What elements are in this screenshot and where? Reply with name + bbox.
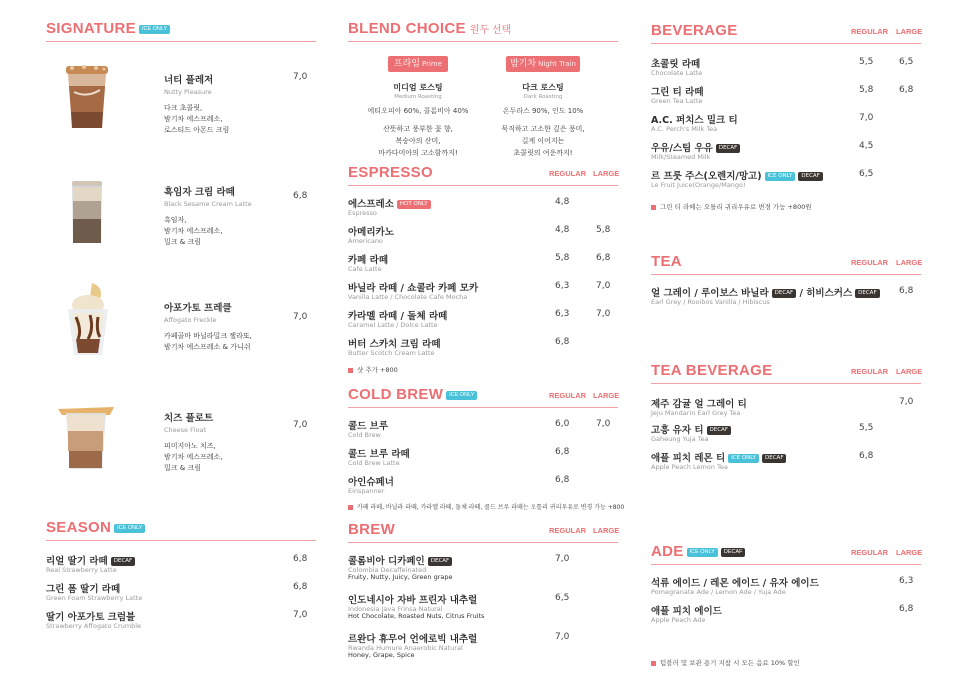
item-name-en: Pomegranate Ade / Lemon Ade / Yuja Ade <box>651 588 786 596</box>
ade-header <box>651 543 921 565</box>
menu-item <box>348 336 618 360</box>
decaf-badge: DECAF <box>772 289 796 298</box>
prime-blend-button[interactable]: 프라임 Prime <box>388 56 448 72</box>
beverage-title: BEVERAGE <box>651 22 738 39</box>
item-name-ko: A.C. 퍼치스 밀크 티 <box>651 115 738 126</box>
large-price: 5,8 <box>596 225 611 235</box>
menu-item <box>651 285 921 309</box>
item-name-ko: 버터 스카치 크림 라떼 <box>348 339 441 350</box>
brew-title: BREW <box>348 521 396 538</box>
menu-item <box>651 112 921 136</box>
large-price: 7,0 <box>596 309 611 319</box>
ade-note: 텀블러 및 보관 용기 지참 시 모든 음료 10% 할인 <box>651 658 800 667</box>
note-square-icon <box>651 661 656 666</box>
espresso-header <box>348 164 618 186</box>
item-name-ko: 애플 피치 레몬 티 ICE ONLY DECAF <box>651 450 786 464</box>
large-header: LARGE <box>593 526 620 535</box>
menu-item <box>348 418 618 442</box>
espresso-note: 샷 추가 +800 <box>348 365 398 374</box>
signature-item <box>46 400 316 500</box>
item-name-ko: 인도네시아 자바 프린자 내추럴 <box>348 595 478 606</box>
season-header <box>46 519 316 541</box>
large-header: LARGE <box>896 258 923 267</box>
large-price: 6,3 <box>899 576 914 586</box>
item-name-en: Chocolate Latte <box>651 69 703 77</box>
regular-price: 5,8 <box>859 85 874 95</box>
large-price: 6,8 <box>899 85 914 95</box>
item-name-en: Butter Scotch Cream Latte <box>348 349 435 357</box>
item-name-en: Gaheung Yuja Tea <box>651 435 709 443</box>
tea-header <box>651 253 921 275</box>
large-header: LARGE <box>896 367 923 376</box>
regular-price: 4,5 <box>859 141 874 151</box>
regular-price: 6,3 <box>555 281 570 291</box>
large-price: 7,0 <box>596 419 611 429</box>
season-section <box>46 519 316 639</box>
menu-item <box>46 553 316 577</box>
item-name-en: Earl Grey / Rooibos Vanilla / Hibiscus <box>651 298 770 306</box>
item-name-ko: 얼 그레이 / 루이보스 바닐라 DECAF / 히비스커스 DECAF <box>651 285 880 299</box>
item-description: 다크 초콜릿, 밤기차 에스프레소, 로스티드 아몬드 크림 <box>164 104 230 134</box>
decaf-badge: DECAF <box>111 557 135 566</box>
regular-price: 6,8 <box>555 447 570 457</box>
item-name-ko: 석류 에이드 / 레몬 에이드 / 유자 에이드 <box>651 578 819 589</box>
menu-item <box>348 592 618 626</box>
tasting-notes: Hot Chocolate, Roasted Nuts, Citrus Fruits <box>348 612 485 620</box>
menu-item <box>348 224 618 248</box>
regular-price: 7,0 <box>555 632 570 642</box>
night-train-blend-button[interactable]: 밤기차 Night Train <box>506 56 580 72</box>
item-name-en: Green Foam Strawberry Latte <box>46 594 143 602</box>
decaf-badge: DECAF <box>762 454 786 463</box>
beverage-header <box>651 22 921 44</box>
large-price: 6,8 <box>596 253 611 263</box>
regular-price: 5,5 <box>859 423 874 433</box>
espresso-section <box>348 164 618 374</box>
menu-item <box>348 280 618 304</box>
item-name-en: Espresso <box>348 209 377 217</box>
item-price: 7,0 <box>293 610 308 620</box>
menu-item <box>46 581 316 605</box>
item-name-ko: 너티 플레저 <box>164 75 214 86</box>
ade-title: ADE ICE ONLY DECAF <box>651 543 745 560</box>
item-name-en: Colombia Decaffeinated <box>348 566 427 574</box>
menu-item <box>651 450 921 474</box>
regular-header: REGULAR <box>851 548 889 557</box>
regular-price: 6,8 <box>859 451 874 461</box>
menu-item <box>348 446 618 470</box>
brew-header <box>348 521 618 543</box>
regular-price: 7,0 <box>555 554 570 564</box>
large-price: 6,8 <box>899 286 914 296</box>
item-description: 피미지아노 치즈, 밤기차 에스프레소, 밀크 & 크림 <box>164 442 223 472</box>
large-header: LARGE <box>896 548 923 557</box>
regular-price: 7,0 <box>859 113 874 123</box>
item-name-en: Cold Brew Latte <box>348 459 400 467</box>
decaf-badge: DECAF <box>707 426 731 435</box>
large-price: 7,0 <box>899 397 914 407</box>
large-price: 6,5 <box>899 57 914 67</box>
large-price: 7,0 <box>596 281 611 291</box>
item-name-en: Jeju Mandarin Earl Grey Tea <box>651 409 741 417</box>
menu-item <box>348 474 618 498</box>
signature-header <box>46 20 316 42</box>
menu-item <box>651 575 921 599</box>
item-name-en: Rwanda Humure Anaerobic Natural <box>348 644 463 652</box>
coldbrew-title: COLD BREW ICE ONLY <box>348 386 477 403</box>
regular-price: 6,3 <box>555 309 570 319</box>
signature-item <box>46 62 316 162</box>
ice-only-badge: ICE ONLY <box>446 391 477 400</box>
night-train-blend-info: 다크 로스팅 Dark Roasting 온두라스 90%, 인도 10% 묵직하고 고소한 깊은 풍미, 길게 이어지는 초콜릿의 여운까지! <box>501 83 585 157</box>
ice-only-badge: ICE ONLY <box>765 172 796 181</box>
regular-header: REGULAR <box>851 258 889 267</box>
item-name-ko: 카페 라떼 <box>348 255 389 266</box>
tea-beverage-title: TEA BEVERAGE <box>651 362 773 379</box>
menu-item <box>651 396 921 420</box>
item-name-ko: 콜드 브루 <box>348 421 389 432</box>
item-name-en: Cheese Float <box>164 426 207 434</box>
item-price: 6,8 <box>293 554 308 564</box>
item-name-ko: 애플 피치 에이드 <box>651 606 722 617</box>
signature-title: SIGNATURE ICE ONLY <box>46 20 170 37</box>
blend-section <box>348 20 618 165</box>
menu-item <box>348 196 618 220</box>
large-header: LARGE <box>593 391 620 400</box>
signature-section <box>46 20 316 42</box>
note-square-icon <box>348 505 353 510</box>
menu-item <box>348 553 618 587</box>
item-name-ko: 바닐라 라떼 / 쇼콜라 카페 모카 <box>348 283 479 294</box>
item-name-en: Vanilla Latte / Chocolate Cafe Mocha <box>348 293 468 301</box>
item-name-ko: 고흥 유자 티 DECAF <box>651 422 731 436</box>
item-name-en: Le Fruit Juice(Orange/Mango) <box>651 181 746 189</box>
regular-price: 6,8 <box>555 337 570 347</box>
item-price: 6,8 <box>293 582 308 592</box>
decaf-badge: DECAF <box>716 144 740 153</box>
affogato-freckle-image <box>60 270 116 370</box>
item-price: 7,0 <box>293 420 308 430</box>
cheese-float-image <box>56 400 116 472</box>
decaf-badge: DECAF <box>721 548 746 557</box>
item-name-ko: 르 프룻 주스(오렌지/망고) ICE ONLY DECAF <box>651 168 823 182</box>
regular-price: 6,5 <box>555 593 570 603</box>
blend-header <box>348 20 618 42</box>
signature-text <box>164 72 229 136</box>
ice-only-badge: ICE ONLY <box>687 548 718 557</box>
regular-header: REGULAR <box>851 27 889 36</box>
coldbrew-header <box>348 386 618 408</box>
coldbrew-note: 카페 라떼, 바닐라 라떼, 카라멜 라떼, 돌체 라떼, 콜드 브루 라떼는 오틀리 귀리우유로 변경 가능 +800 <box>348 502 624 511</box>
menu-item <box>348 631 618 665</box>
signature-item <box>46 177 316 277</box>
regular-price: 4,8 <box>555 225 570 235</box>
item-name-ko: 우유/스팀 우유 DECAF <box>651 140 740 154</box>
large-price: 6,8 <box>899 604 914 614</box>
item-name-en: Caramel Latte / Dolce Latte <box>348 321 438 329</box>
tasting-notes: Fruity, Nutty, Juicy, Green grape <box>348 573 453 581</box>
item-name-en: Apple Peach Ade <box>651 616 706 624</box>
signature-text <box>164 184 252 248</box>
item-name-ko: 아인슈페너 <box>348 477 394 488</box>
ice-only-badge: ICE ONLY <box>114 524 145 533</box>
brew-section <box>348 521 618 671</box>
regular-header: REGULAR <box>549 526 587 535</box>
decaf-badge: DECAF <box>855 289 879 298</box>
season-title: SEASON ICE ONLY <box>46 519 145 536</box>
espresso-title: ESPRESSO <box>348 164 433 181</box>
item-name-en: Cafe Latte <box>348 265 382 273</box>
regular-price: 4,8 <box>555 197 570 207</box>
item-name-ko: 초콜릿 라떼 <box>651 59 701 70</box>
item-price: 7,0 <box>293 72 308 82</box>
regular-price: 5,5 <box>859 57 874 67</box>
decaf-badge: DECAF <box>428 557 452 566</box>
ice-only-badge: ICE ONLY <box>139 25 170 34</box>
item-description: 흑임자, 밤기차 에스프레소, 밀크 & 크림 <box>164 216 223 246</box>
regular-price: 6,5 <box>859 169 874 179</box>
menu-item <box>651 84 921 108</box>
ade-section <box>651 543 921 673</box>
item-name-ko: 르완다 휴무어 언에로빅 내추럴 <box>348 634 478 645</box>
item-description: 카페골마 바닐라밀크 젤라또, 밤기차 에스프레소 & 가니쉬 <box>164 332 252 351</box>
ice-only-badge: ICE ONLY <box>728 454 759 463</box>
nutty-pleasure-image <box>62 62 112 132</box>
item-name-ko: 그린 폼 딸기 라떼 <box>46 584 121 595</box>
item-name-en: Real Strawberry Latte <box>46 566 117 574</box>
signature-text <box>164 300 252 353</box>
menu-item <box>46 609 316 633</box>
large-header: LARGE <box>593 169 620 178</box>
item-name-ko: 아포가토 프레클 <box>164 303 232 314</box>
large-header: LARGE <box>896 27 923 36</box>
item-name-ko: 콜드 브루 라떼 <box>348 449 410 460</box>
decaf-badge: DECAF <box>798 172 822 181</box>
tea-beverage-section <box>651 362 921 482</box>
item-name-en: Einspanner <box>348 487 385 495</box>
menu-item <box>651 603 921 627</box>
item-name-en: Strawberry Affogato Crumble <box>46 622 142 630</box>
menu-item <box>651 168 921 192</box>
item-name-ko: 흑임자 크림 라떼 <box>164 187 235 198</box>
item-name-ko: 콜롬비아 디카페인 DECAF <box>348 553 452 567</box>
black-sesame-latte-image <box>62 177 112 247</box>
menu-item <box>651 422 921 446</box>
item-name-en: Apple Peach Lemon Tea <box>651 463 728 471</box>
item-price: 7,0 <box>293 312 308 322</box>
signature-text <box>164 410 223 474</box>
item-name-ko: 딸기 아포가토 크럼블 <box>46 612 136 623</box>
item-name-en: Affogato Freckle <box>164 316 217 324</box>
item-name-en: Green Tea Latte <box>651 97 703 105</box>
menu-item <box>348 252 618 276</box>
regular-price: 6,0 <box>555 419 570 429</box>
note-square-icon <box>348 368 353 373</box>
beverage-section <box>651 22 921 222</box>
coldbrew-section <box>348 386 625 516</box>
regular-header: REGULAR <box>851 367 889 376</box>
signature-item <box>46 270 316 370</box>
beverage-note: 그린 티 라떼는 오틀리 귀리우유로 변경 가능 +800원 <box>651 202 812 211</box>
tasting-notes: Honey, Grape, Spice <box>348 651 415 659</box>
item-name-en: A.C. Perch's Milk Tea <box>651 125 718 133</box>
item-name-en: Milk/Steamed Milk <box>651 153 711 161</box>
item-name-en: Black Sesame Cream Latte <box>164 200 252 208</box>
item-name-en: Nutty Pleasure <box>164 88 212 96</box>
tea-title: TEA <box>651 253 682 270</box>
item-name-en: Americano <box>348 237 383 245</box>
item-name-ko: 치즈 플로트 <box>164 413 214 424</box>
hot-only-badge: HOT ONLY <box>397 200 431 209</box>
tea-section <box>651 253 921 313</box>
item-name-ko: 카라멜 라떼 / 돌체 라떼 <box>348 311 448 322</box>
item-name-ko: 에스프레소 HOT ONLY <box>348 196 431 210</box>
item-name-ko: 그린 티 라떼 <box>651 87 704 98</box>
menu-item <box>348 308 618 332</box>
regular-price: 5,8 <box>555 253 570 263</box>
menu-item <box>651 56 921 80</box>
item-price: 6,8 <box>293 191 308 201</box>
item-name-en: Indonesia Java Frinsa Natural <box>348 605 443 613</box>
item-name-ko: 리얼 딸기 라떼 DECAF <box>46 553 135 567</box>
menu-item <box>651 140 921 164</box>
blend-title: BLEND CHOICE 원두 선택 <box>348 20 512 37</box>
regular-price: 6,8 <box>555 475 570 485</box>
note-square-icon <box>651 205 656 210</box>
regular-header: REGULAR <box>549 391 587 400</box>
tea-beverage-header <box>651 362 921 384</box>
prime-blend-info: 미디엄 로스팅 Medium Roasting 에티오피아 60%, 콜롬비아 40% 산뜻하고 풍부한 꽃 향, 복숭아의 산미, 마카다미아의 고소함까지! <box>367 83 469 157</box>
item-name-ko: 제주 감귤 얼 그레이 티 <box>651 399 747 410</box>
item-name-en: Cold Brew <box>348 431 381 439</box>
item-name-ko: 아메리카노 <box>348 227 394 238</box>
regular-header: REGULAR <box>549 169 587 178</box>
